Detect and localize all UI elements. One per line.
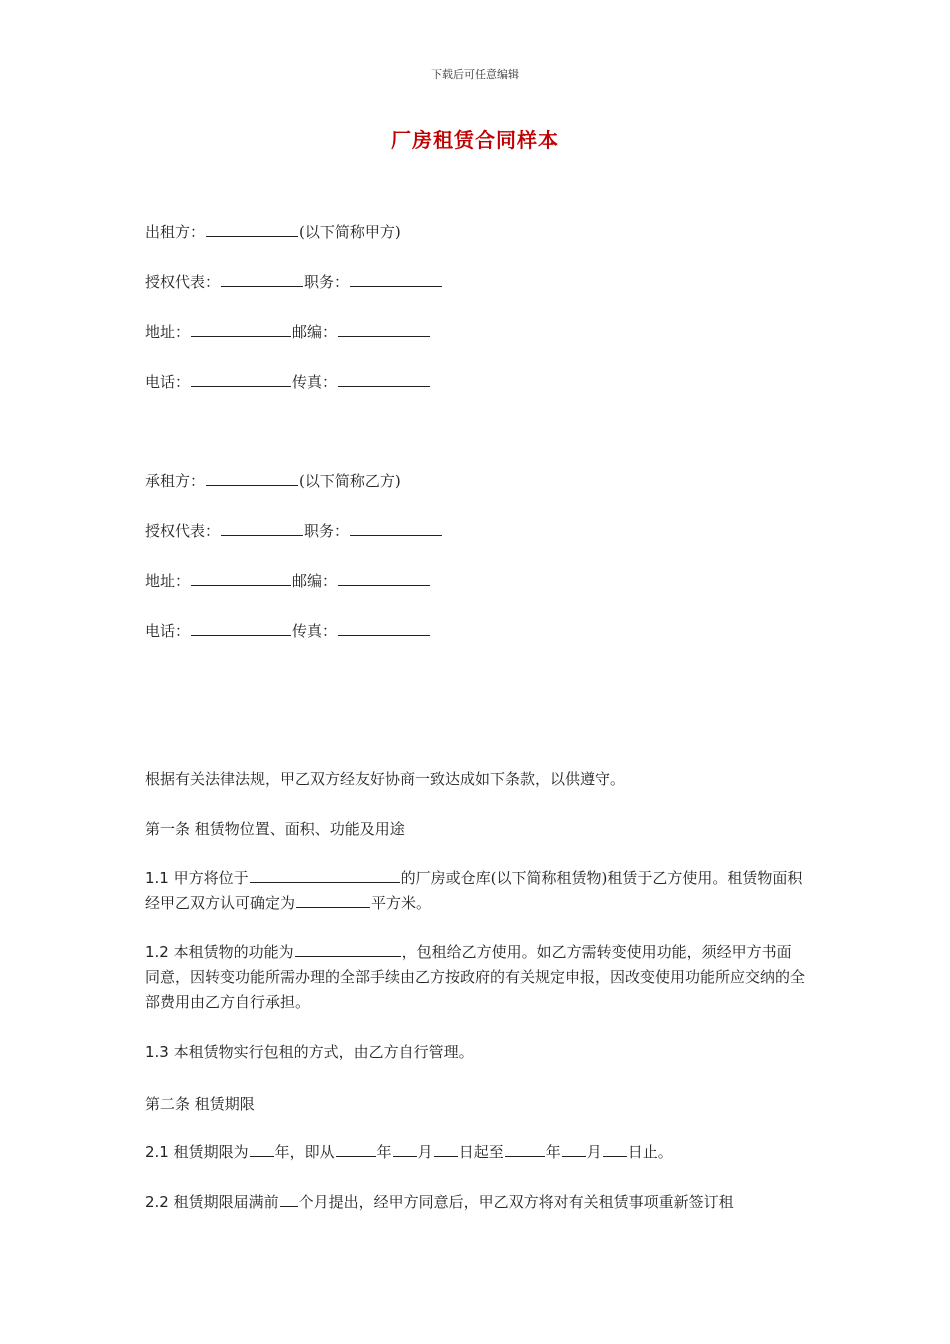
clause-text: 月	[417, 1143, 433, 1161]
clause-2-1	[145, 1140, 805, 1165]
lessee-party-suffix: (以下简称乙方)	[299, 472, 401, 490]
lessor-party-label: 出租方：	[145, 223, 206, 241]
lessor-party-suffix: (以下简称甲方)	[299, 223, 401, 241]
lessee-position-blank[interactable]	[350, 520, 442, 536]
lessee-address-line	[145, 570, 431, 591]
document-title: 厂房租赁合同样本	[391, 128, 559, 152]
lessee-fax-label: 传真：	[292, 622, 338, 640]
area-blank[interactable]	[296, 892, 370, 908]
lessor-postcode-blank[interactable]	[338, 321, 430, 337]
lessor-address-label: 地址：	[145, 323, 191, 341]
lessor-rep-line	[145, 271, 443, 292]
start-year-blank[interactable]	[336, 1141, 376, 1157]
clause-text: 日止。	[627, 1143, 673, 1161]
lessee-phone-line	[145, 620, 431, 641]
lessee-postcode-blank[interactable]	[338, 570, 430, 586]
clause-text: 本租赁物实行包租的方式，由乙方自行管理。	[168, 1043, 474, 1061]
lessee-name-blank[interactable]	[206, 470, 298, 486]
clause-text: ，包租给乙方使用。如乙方需转变使用功能，须经甲方书面同意，因转变功能所需办理的全部手续由乙方按政府的有关规定申报，因改变使用功能所应交纳的全部费用由乙方自行承担。	[145, 943, 806, 1011]
clause-text: 年	[545, 1143, 561, 1161]
end-month-blank[interactable]	[562, 1141, 586, 1157]
clause-1-3	[145, 1040, 805, 1065]
function-blank[interactable]	[295, 941, 401, 957]
clause-text: 年	[376, 1143, 392, 1161]
lessor-party-line	[145, 221, 401, 242]
end-year-blank[interactable]	[505, 1141, 545, 1157]
start-day-blank[interactable]	[434, 1141, 458, 1157]
clause-number: 1.1	[145, 869, 169, 887]
clause-text: 年，即从	[274, 1143, 335, 1161]
lessor-postcode-label: 邮编：	[292, 323, 338, 341]
lessor-fax-label: 传真：	[292, 373, 338, 391]
lessor-position-blank[interactable]	[350, 271, 442, 287]
preamble: 根据有关法律法规，甲乙双方经友好协商一致达成如下条款，以供遵守。	[145, 770, 626, 788]
lessee-address-label: 地址：	[145, 572, 191, 590]
lessor-rep-label: 授权代表：	[145, 273, 221, 291]
clause-text: 日起至	[458, 1143, 504, 1161]
notice-months-blank[interactable]	[280, 1191, 298, 1207]
clause-number: 1.2	[145, 943, 169, 961]
clause-1-1	[145, 866, 805, 916]
lessor-rep-blank[interactable]	[221, 271, 303, 287]
article1-heading: 第一条 租赁物位置、面积、功能及用途	[145, 820, 405, 838]
lessee-phone-blank[interactable]	[191, 620, 291, 636]
lessor-address-blank[interactable]	[191, 321, 291, 337]
lessor-address-line	[145, 321, 431, 342]
term-years-blank[interactable]	[250, 1141, 274, 1157]
lessee-position-label: 职务：	[304, 522, 350, 540]
lessor-fax-blank[interactable]	[338, 371, 430, 387]
clause-text: 的厂房或仓库(以下简称租赁物)租赁于乙方使用。租赁物面积经甲乙双方认可确定为	[145, 869, 803, 912]
clause-number: 2.1	[145, 1143, 169, 1161]
lessee-rep-label: 授权代表：	[145, 522, 221, 540]
clause-text: 月	[586, 1143, 602, 1161]
lessor-phone-label: 电话：	[145, 373, 191, 391]
lessee-rep-blank[interactable]	[221, 520, 303, 536]
lessee-address-blank[interactable]	[191, 570, 291, 586]
clause-text: 个月提出，经甲方同意后，甲乙双方将对有关租赁事项重新签订租	[298, 1193, 734, 1211]
lessee-phone-label: 电话：	[145, 622, 191, 640]
clause-2-2	[145, 1190, 805, 1215]
start-month-blank[interactable]	[393, 1141, 417, 1157]
clause-text: 甲方将位于	[168, 869, 249, 887]
lessor-name-blank[interactable]	[206, 221, 298, 237]
clause-text: 租赁期限届满前	[168, 1193, 279, 1211]
lessee-rep-line	[145, 520, 443, 541]
lessee-fax-blank[interactable]	[338, 620, 430, 636]
article2-heading: 第二条 租赁期限	[145, 1095, 255, 1113]
lessee-party-label: 承租方：	[145, 472, 206, 490]
lessee-party-line	[145, 470, 401, 491]
clause-number: 1.3	[145, 1043, 169, 1061]
clause-1-2	[145, 940, 805, 1015]
clause-text: 平方米。	[371, 894, 432, 912]
clause-number: 2.2	[145, 1193, 169, 1211]
clause-text: 租赁期限为	[168, 1143, 249, 1161]
lessee-postcode-label: 邮编：	[292, 572, 338, 590]
clause-text: 本租赁物的功能为	[168, 943, 294, 961]
lessor-phone-blank[interactable]	[191, 371, 291, 387]
location-blank[interactable]	[250, 867, 400, 883]
lessor-phone-line	[145, 371, 431, 392]
end-day-blank[interactable]	[603, 1141, 627, 1157]
header-note: 下载后可任意编辑	[431, 68, 519, 81]
lessor-position-label: 职务：	[304, 273, 350, 291]
